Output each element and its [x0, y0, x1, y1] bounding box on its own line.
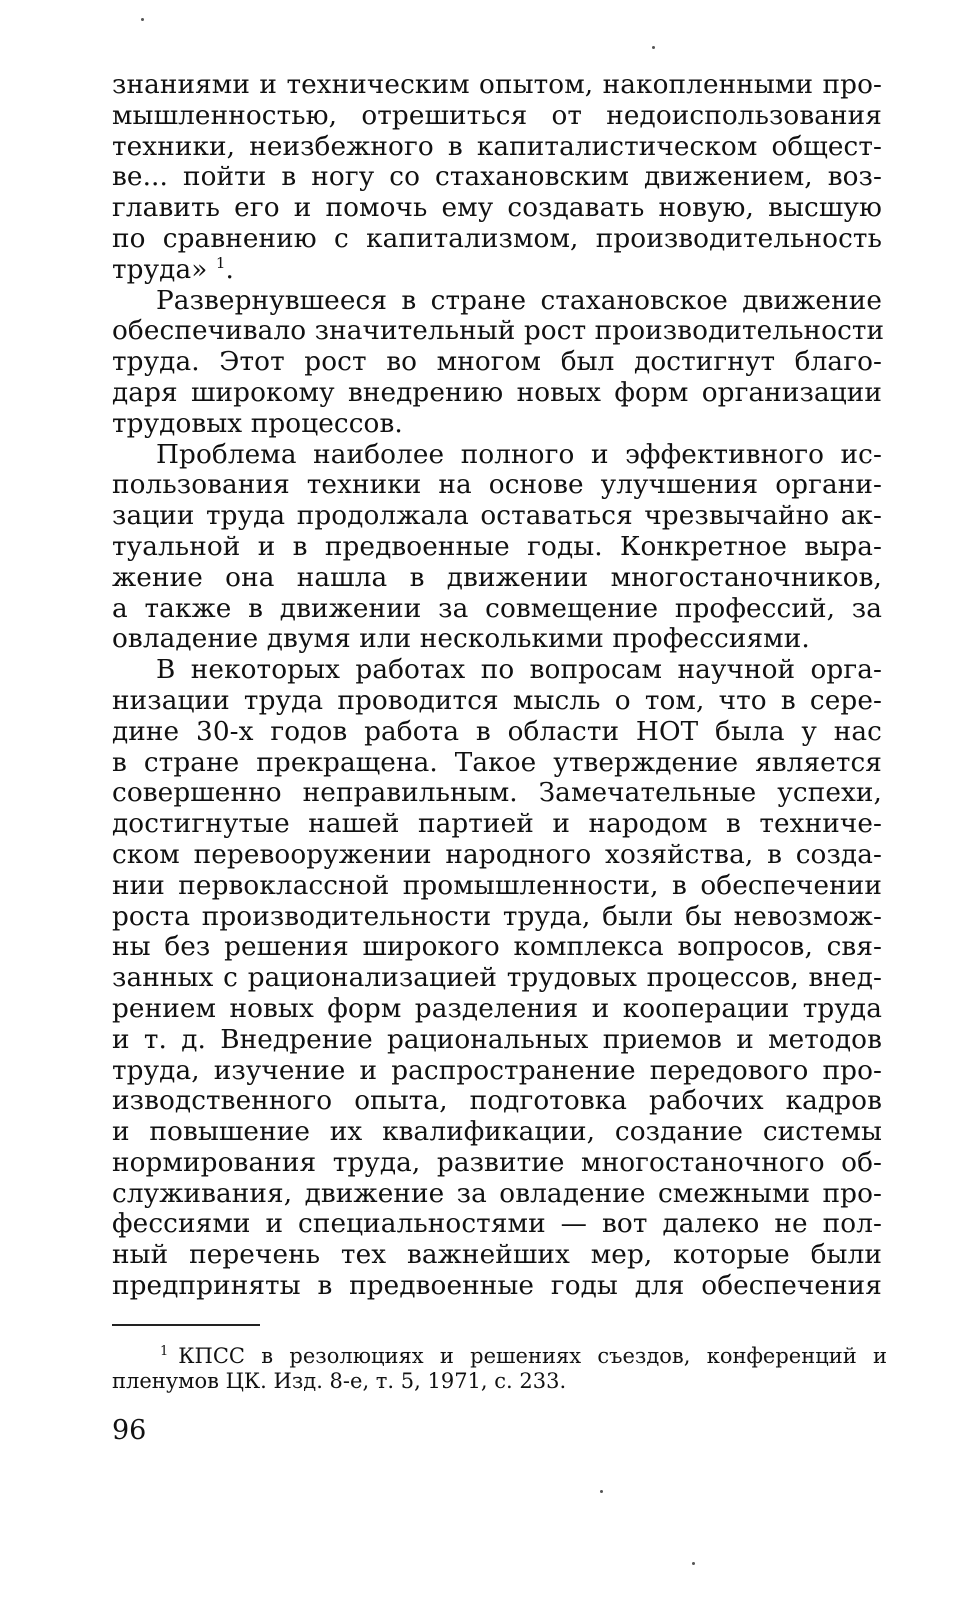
paragraph-start-line: Проблема наиболее полного и эффективного ис-	[156, 439, 882, 470]
text-line: нормирования труда, развитие многостаночного об-	[112, 1147, 882, 1178]
footnote-text-line-1: КПСС в резолюциях и решениях съездов, конференций и	[178, 1344, 887, 1368]
text-line: труда. Этот рост во многом был достигнут благо-	[112, 347, 882, 378]
text-line: фессиями и специальностями — вот далеко не пол-	[112, 1209, 882, 1240]
paragraph-start-line: В некоторых работах по вопросам научной орга-	[156, 655, 882, 686]
text-line: жение она нашла в движении многостаночников,	[112, 562, 882, 593]
text-line: зации труда продолжала оставаться чрезвычайно ак-	[112, 501, 882, 532]
text-line: туальной и в предвоенные годы. Конкретное выра-	[112, 531, 882, 562]
footnote-marker: 1	[160, 1344, 169, 1359]
print-speck	[600, 1490, 603, 1493]
body-text	[112, 70, 885, 1302]
paragraph-start-line: Развернувшееся в стране стахановское движение	[156, 285, 882, 316]
text-line: занных с рационализацией трудовых процессов, внед-	[112, 963, 882, 994]
text-line: овладение двумя или несколькими профессиями.	[112, 624, 810, 655]
text-line: трудовых процессов.	[112, 408, 403, 439]
text-line: даря широкому внедрению новых форм организации	[112, 377, 882, 408]
text-line: ве... пойти в ногу со стахановским движением, воз-	[112, 162, 882, 193]
quote-end-line	[112, 255, 882, 286]
text-line: труда, изучение и распространение передового про-	[112, 1055, 882, 1086]
text-line: по сравнению с капитализмом, производительность	[112, 223, 882, 254]
text-line: ском перевооружении народного хозяйства, в созда-	[112, 839, 882, 870]
text-line: роста производительности труда, были бы невозмож-	[112, 901, 882, 932]
footnote-line	[112, 1344, 887, 1369]
text-line: предприняты в предвоенные годы для обеспечения	[112, 1271, 882, 1302]
text-line: служивания, движение за овладение смежными про-	[112, 1178, 882, 1209]
text-line: ны без решения широкого комплекса вопросов, свя-	[112, 932, 882, 963]
text-line: низации труда проводится мысль о том, что в сере-	[112, 685, 882, 716]
text-line: пользования техники на основе улучшения органи-	[112, 470, 882, 501]
text-line: труда»	[112, 254, 208, 285]
footnote	[112, 1344, 887, 1394]
text-line: достигнутые нашей партией и народом в техниче-	[112, 809, 882, 840]
text-line: нии первоклассной промышленности, в обеспечении	[112, 870, 882, 901]
text-line: дине 30-х годов работа в области НОТ была у нас	[112, 716, 882, 747]
print-speck	[652, 46, 655, 49]
page-number: 96	[112, 1415, 147, 1446]
footnote-divider	[112, 1324, 260, 1326]
print-speck	[692, 1562, 695, 1565]
text-line: совершенно неправильным. Замечательные успехи,	[112, 778, 882, 809]
text-line: рением новых форм разделения и кооперации труда	[112, 993, 882, 1024]
footnote-text-line-2: пленумов ЦК. Изд. 8-е, т. 5, 1971, с. 233.	[112, 1369, 567, 1393]
footnote-reference[interactable]: 1	[215, 253, 226, 272]
text-line: обеспечивало значительный рост производительности	[112, 316, 885, 347]
text-line: в стране прекращена. Такое утверждение является	[112, 747, 882, 778]
text-line: а также в движении за совмещение профессий, за	[112, 593, 882, 624]
text-line: изводственного опыта, подготовка рабочих кадров	[112, 1086, 882, 1117]
footnote-reference-suffix: .	[225, 254, 235, 285]
text-line: ный перечень тех важнейших мер, которые были	[112, 1240, 882, 1271]
text-line: и т. д. Внедрение рациональных приемов и методов	[112, 1024, 882, 1055]
text-line: мышленностью, отрешиться от недоиспользования	[112, 100, 882, 131]
text-line: техники, неизбежного в капиталистическом общест-	[112, 131, 882, 162]
print-speck	[141, 18, 144, 21]
text-line: главить его и помочь ему создавать новую, высшую	[112, 193, 882, 224]
text-line: и повышение их квалификации, создание системы	[112, 1117, 882, 1148]
text-line: знаниями и техническим опытом, накопленными про-	[112, 70, 882, 100]
